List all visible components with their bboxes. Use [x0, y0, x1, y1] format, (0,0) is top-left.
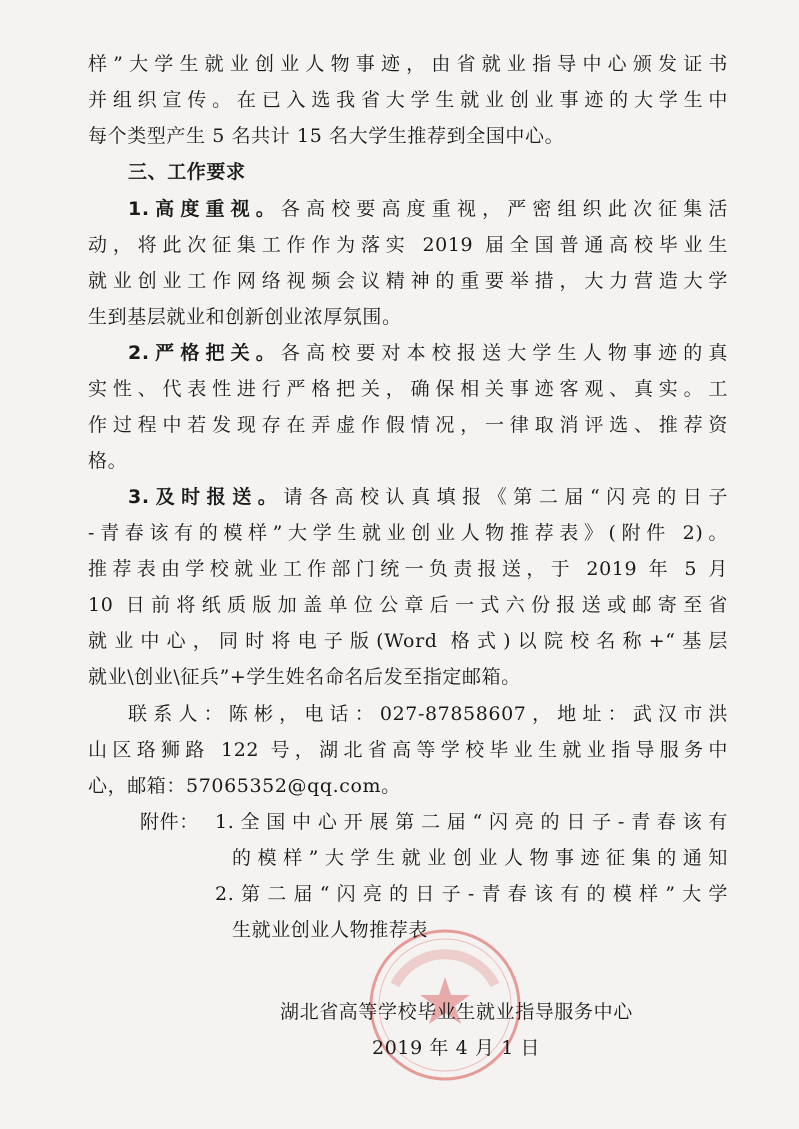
- attachment-item: 1.全国中心开展第二届“闪亮的日子-青春该有: [215, 811, 728, 833]
- contact-line: 心，邮箱：57065352@qq.com。: [88, 775, 401, 797]
- signature-date: 2019 年 4 月 1 日: [372, 1037, 541, 1059]
- paragraph-line: 就业创业工作网络视频会议精神的重要举措，大力营造大学: [88, 270, 728, 292]
- item-text: 各高校要对本校报送大学生人物事迹的真: [280, 342, 728, 364]
- item-title: 3.及时报送。: [128, 486, 284, 508]
- paragraph-line: 动，将此次征集工作作为落实 2019 届全国普通高校毕业生: [88, 234, 728, 256]
- contact-line: 山区珞狮路 122 号，湖北省高等学校毕业生就业指导服务中: [88, 739, 728, 761]
- item-text: 请各高校认真填报《第二届“闪亮的日子: [283, 486, 729, 508]
- paragraph-line: 作过程中若发现存在弄虚作假情况，一律取消评选、推荐资: [88, 414, 728, 436]
- contact-line: 联系人：陈彬，电话：027-87858607，地址：武汉市洪: [128, 703, 728, 725]
- paragraph-line: 格。: [88, 450, 128, 472]
- paragraph-line: 推荐表由学校就业工作部门统一负责报送，于 2019 年 5 月: [88, 558, 728, 580]
- paragraph-line: 生到基层就业和创新创业浓厚氛围。: [88, 306, 402, 328]
- attachment-item: 2.第二届“闪亮的日子-青春该有的模样”大学: [215, 883, 728, 905]
- paragraph-line: [128, 341, 728, 366]
- attachment-label: 附件：: [140, 811, 199, 833]
- signature-org: 湖北省高等学校毕业生就业指导服务中心: [280, 1001, 633, 1023]
- paragraph-line: 实性、代表性进行严格把关，确保相关事迹客观、真实。工: [88, 378, 728, 400]
- attachment-item: 的模样”大学生就业创业人物事迹征集的通知: [232, 847, 728, 869]
- paragraph-line: -青春该有的模样”大学生就业创业人物推荐表》(附件 2)。: [88, 522, 728, 544]
- paragraph-line: [128, 485, 728, 510]
- paragraph-line: [128, 197, 728, 222]
- paragraph-line: 10 日前将纸质版加盖单位公章后一式六份报送或邮寄至省: [88, 594, 728, 616]
- paragraph-line: 就业\创业\征兵”+学生姓名命名后发至指定邮箱。: [88, 666, 521, 688]
- paragraph-line: 样”大学生就业创业人物事迹，由省就业指导中心颁发证书: [88, 53, 728, 75]
- item-text: 各高校要高度重视，严密组织此次征集活: [280, 198, 728, 220]
- item-title: 1.高度重视。: [128, 198, 281, 220]
- paragraph-line: 每个类型产生 5 名共计 15 名大学生推荐到全国中心。: [88, 125, 565, 147]
- attachment-item: 生就业创业人物推荐表: [232, 919, 429, 941]
- section-heading: 三、工作要求: [128, 161, 246, 183]
- paragraph-line: 并组织宣传。在已入选我省大学生就业创业事迹的大学生中: [88, 89, 728, 111]
- paragraph-line: 就业中心，同时将电子版(Word 格式)以院校名称+“基层: [88, 630, 728, 652]
- item-title: 2.严格把关。: [128, 342, 281, 364]
